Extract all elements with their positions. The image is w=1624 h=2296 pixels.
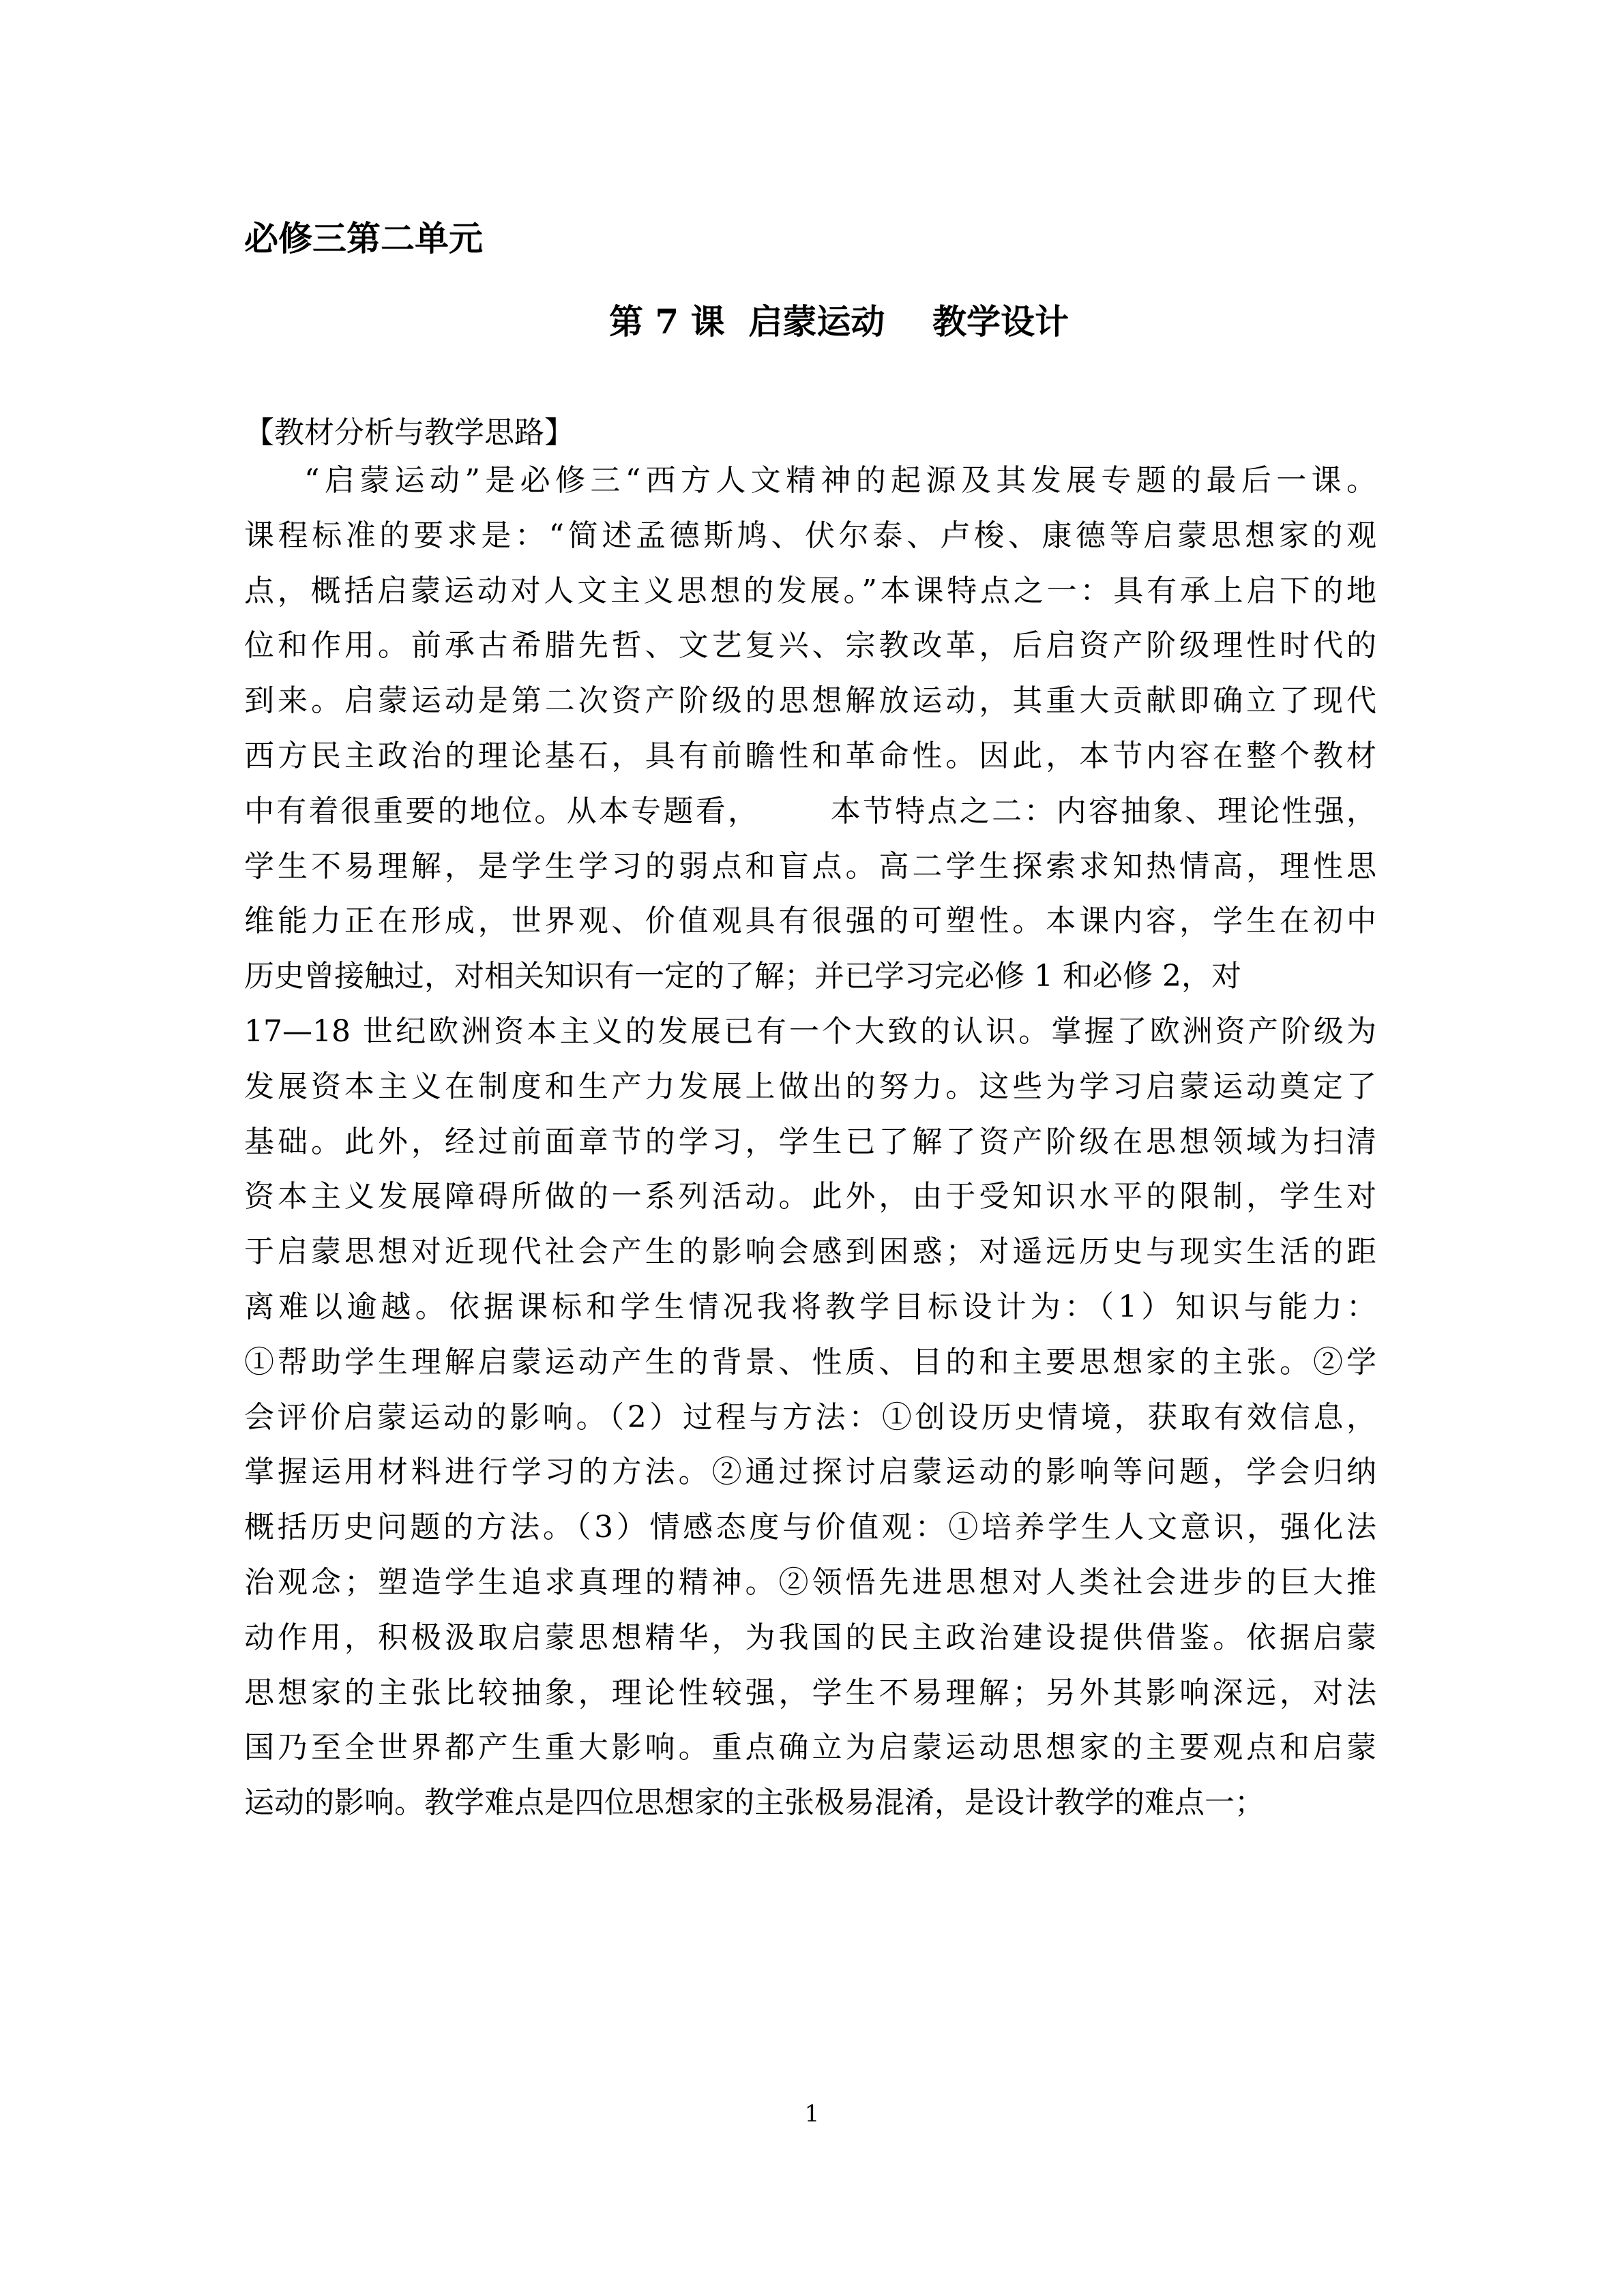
- section-heading: 【教材分析与教学思路】: [244, 415, 574, 450]
- body-line: 运动的影响。教学难点是四位思想家的主张极易混淆，是设计教学的难点一；: [244, 1785, 1265, 1821]
- body-line: 西方民主政治的理论基石，具有前瞻性和革命性。因此，本节内容在整个教材: [244, 738, 1376, 773]
- body-line: 发展资本主义在制度和生产力发展上做出的努力。这些为学习启蒙运动奠定了: [244, 1069, 1376, 1104]
- body-line: 学生不易理解，是学生学习的弱点和盲点。高二学生探索求知热情高，理性思: [244, 848, 1376, 884]
- body-line: 会评价启蒙运动的影响。（2）过程与方法：①创设历史情境，获取有效信息，: [244, 1399, 1376, 1435]
- body-line: 位和作用。前承古希腊先哲、文艺复兴、宗教改革，后启资产阶级理性时代的: [244, 628, 1376, 664]
- body-line: 掌握运用材料进行学习的方法。②通过探讨启蒙运动的影响等问题，学会归纳: [244, 1455, 1376, 1490]
- unit-heading: 必修三第二单元: [244, 218, 483, 258]
- lesson-title: 第 7 课 启蒙运动 教学设计: [609, 301, 1069, 342]
- body-line: 国乃至全世界都产生重大影响。重点确立为启蒙运动思想家的主要观点和启蒙: [244, 1730, 1376, 1765]
- body-line: 动作用，积极汲取启蒙思想精华，为我国的民主政治建设提供借鉴。依据启蒙: [244, 1620, 1376, 1655]
- body-line: 17—18 世纪欧洲资本主义的发展已有一个大致的认识。掌握了欧洲资产阶级为: [244, 1013, 1376, 1049]
- body-line: 课程标准的要求是：“简述孟德斯鸠、伏尔泰、卢梭、康德等启蒙思想家的观: [244, 518, 1376, 553]
- body-line: 到来。启蒙运动是第二次资产阶级的思想解放运动，其重大贡献即确立了现代: [244, 683, 1376, 719]
- body-line: 中有着很重要的地位。从本专题看， 本节特点之二：内容抽象、理论性强，: [244, 793, 1376, 829]
- body-paragraph: [244, 453, 1376, 1831]
- body-line: 于启蒙思想对近现代社会产生的影响会感到困惑；对遥远历史与现实生活的距: [244, 1234, 1376, 1270]
- body-line: 治观念；塑造学生追求真理的精神。②领悟先进思想对人类社会进步的巨大推: [244, 1564, 1376, 1600]
- body-line: 点，概括启蒙运动对人文主义思想的发展。”本课特点之一：具有承上启下的地: [244, 573, 1376, 608]
- body-line: 离难以逾越。依据课标和学生情况我将教学目标设计为：（1）知识与能力：: [244, 1289, 1376, 1324]
- body-line: 基础。此外，经过前面章节的学习，学生已了解了资产阶级在思想领域为扫清: [244, 1124, 1376, 1159]
- body-line: 思想家的主张比较抽象，理论性较强，学生不易理解；另外其影响深远，对法: [244, 1675, 1376, 1710]
- body-line: “启蒙运动”是必修三“西方人文精神的起源及其发展专题的最后一课。: [304, 463, 1376, 498]
- body-line: 资本主义发展障碍所做的一系列活动。此外，由于受知识水平的限制，学生对: [244, 1179, 1376, 1214]
- body-line: 历史曾接触过，对相关知识有一定的了解；并已学习完必修 1 和必修 2，对: [244, 959, 1241, 994]
- body-line: 维能力正在形成，世界观、价值观具有很强的可塑性。本课内容，学生在初中: [244, 904, 1376, 939]
- body-line: ①帮助学生理解启蒙运动产生的背景、性质、目的和主要思想家的主张。②学: [244, 1344, 1376, 1380]
- page-number: 1: [804, 2100, 820, 2128]
- body-line: 概括历史问题的方法。（3）情感态度与价值观：①培养学生人文意识，强化法: [244, 1510, 1376, 1545]
